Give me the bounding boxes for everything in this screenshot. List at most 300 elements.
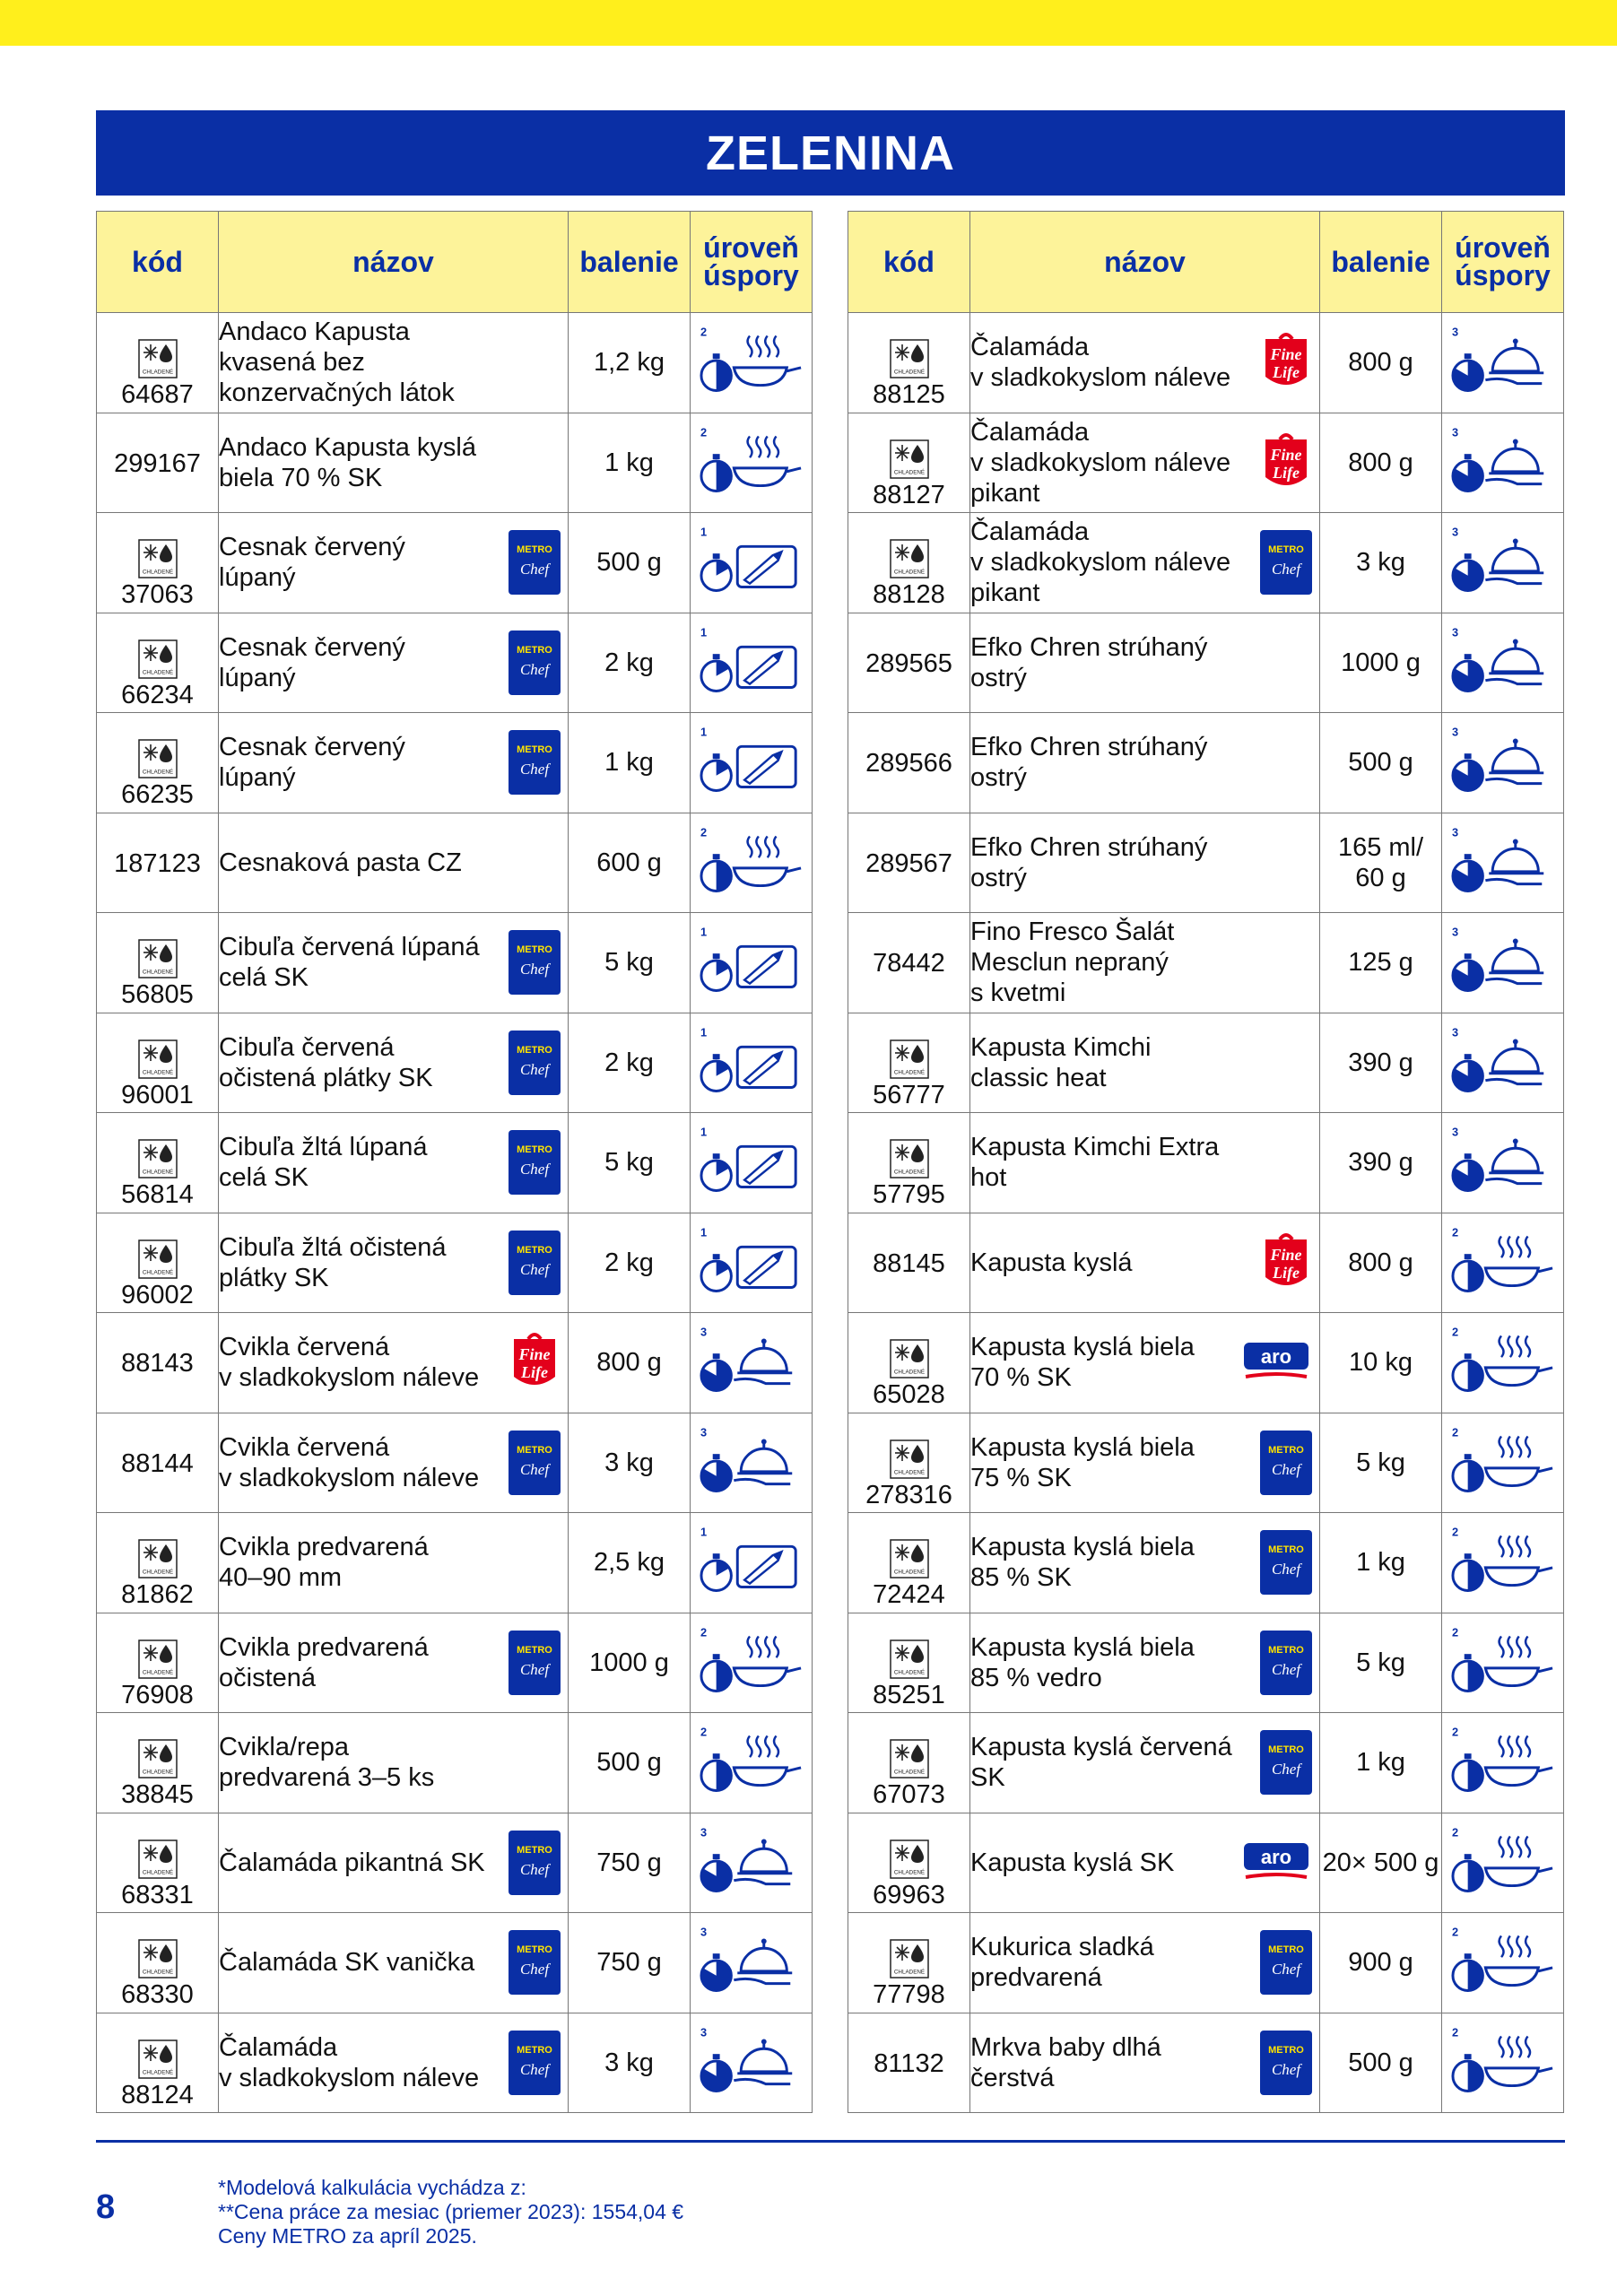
footnote-line: **Cena práce za mesiac (priemer 2023): 1554,04 € xyxy=(218,2200,684,2223)
product-code: 88125 xyxy=(873,380,945,410)
cell-kod xyxy=(848,313,970,413)
product-name-line: Kapusta kyslá biela xyxy=(970,1533,1195,1562)
cell-kod xyxy=(848,1713,970,1813)
svg-text:METRO: METRO xyxy=(1268,1944,1304,1956)
product-name-line: Kapusta kyslá biela xyxy=(970,1432,1195,1462)
cell-uroven xyxy=(1442,1913,1564,2013)
cell-nazov xyxy=(970,1813,1320,1913)
product-code: 289567 xyxy=(865,848,952,878)
package-size: 1 kg xyxy=(604,748,654,778)
savings-level-1-icon xyxy=(699,521,804,604)
svg-text:2: 2 xyxy=(1451,1725,1458,1739)
cell-kod xyxy=(848,613,970,713)
product-name-line: pikant xyxy=(970,578,1040,608)
metro-chef-logo xyxy=(509,1431,561,1495)
cell-nazov xyxy=(219,1513,569,1613)
svg-text:METRO: METRO xyxy=(517,744,552,756)
table-row xyxy=(848,713,1564,813)
svg-text:3: 3 xyxy=(700,1925,707,1939)
product-name-line: Cvikla predvarená xyxy=(219,1632,429,1662)
product-name xyxy=(970,517,1260,608)
metro-chef-logo xyxy=(509,1231,561,1295)
product-name-line: lúpaný xyxy=(219,663,296,692)
chilled-icon xyxy=(138,1739,178,1779)
package-size: 1 kg xyxy=(604,448,654,477)
chilled-icon xyxy=(890,539,929,578)
product-name-line: v sladkokyslom náleve xyxy=(219,1463,480,1492)
cell-kod xyxy=(97,1613,219,1713)
cell-balenie xyxy=(1320,913,1442,1013)
metro-chef-logo xyxy=(509,1831,561,1895)
chilled-icon xyxy=(138,1239,178,1279)
svg-text:CHLADENÉ: CHLADENÉ xyxy=(893,1669,925,1676)
product-code: 38845 xyxy=(121,1780,194,1810)
svg-text:3: 3 xyxy=(700,1425,707,1439)
product-name-line: Cesnak červený xyxy=(219,533,405,562)
cell-nazov xyxy=(970,513,1320,613)
svg-text:CHLADENÉ: CHLADENÉ xyxy=(893,1069,925,1076)
savings-level-2-icon xyxy=(1450,1921,1556,2004)
product-name-line: Cibuľa červená xyxy=(219,1032,395,1062)
svg-text:Chef: Chef xyxy=(519,561,550,578)
cell-kod xyxy=(848,513,970,613)
cell-uroven xyxy=(691,713,813,813)
product-name xyxy=(219,317,568,408)
package-size: 5 kg xyxy=(1356,1448,1405,1477)
cell-nazov xyxy=(970,1213,1320,1313)
svg-text:1: 1 xyxy=(700,1525,707,1539)
svg-text:3: 3 xyxy=(1451,625,1458,639)
table-row xyxy=(97,1913,813,2013)
table-row xyxy=(848,1813,1564,1913)
cell-kod xyxy=(848,913,970,1013)
product-code: 85251 xyxy=(873,1680,945,1709)
cell-balenie xyxy=(1320,1513,1442,1613)
cell-kod xyxy=(97,513,219,613)
metro-chef-logo xyxy=(1260,1930,1312,1995)
table-row xyxy=(97,513,813,613)
product-name xyxy=(219,1848,509,1878)
table-row xyxy=(97,1013,813,1113)
cell-nazov xyxy=(970,813,1320,913)
product-name-line: Kukurica sladká xyxy=(970,1933,1154,1962)
product-code: 289565 xyxy=(865,648,952,678)
cell-nazov xyxy=(219,813,569,913)
chilled-icon xyxy=(138,539,178,578)
product-name-line: Kapusta kyslá biela xyxy=(970,1333,1195,1362)
cell-uroven xyxy=(1442,813,1564,913)
savings-level-2-icon xyxy=(1450,1321,1556,1404)
cell-balenie xyxy=(569,413,691,513)
svg-text:METRO: METRO xyxy=(517,644,552,656)
product-name-line: konzervačných látok xyxy=(219,378,455,408)
cell-kod xyxy=(848,1613,970,1713)
svg-text:Chef: Chef xyxy=(519,1460,550,1478)
cell-kod xyxy=(97,713,219,813)
product-code: 88143 xyxy=(121,1349,194,1378)
svg-text:2: 2 xyxy=(1451,1625,1458,1639)
savings-level-2-icon xyxy=(699,1622,804,1704)
product-name-line: hot xyxy=(970,1163,1007,1193)
cell-balenie xyxy=(569,1213,691,1313)
cell-kod xyxy=(97,813,219,913)
cell-nazov xyxy=(970,1713,1320,1813)
package-size: 60 g xyxy=(1355,863,1406,892)
svg-text:3: 3 xyxy=(1451,725,1458,739)
svg-text:Chef: Chef xyxy=(519,1060,550,1078)
metro-chef-logo xyxy=(1260,1730,1312,1795)
package-size: 1 kg xyxy=(1356,1548,1405,1578)
top-yellow-bar xyxy=(0,0,1617,46)
package-size: 500 g xyxy=(596,548,662,578)
cell-nazov xyxy=(970,313,1320,413)
product-code: 37063 xyxy=(121,580,194,610)
product-name-line: kvasená bez xyxy=(219,348,365,378)
product-code: 78442 xyxy=(873,949,945,978)
svg-text:CHLADENÉ: CHLADENÉ xyxy=(893,569,925,576)
product-name xyxy=(970,1032,1319,1093)
chilled-icon xyxy=(138,339,178,378)
product-code: 81132 xyxy=(874,2048,944,2078)
product-name-line: Andaco Kapusta xyxy=(219,317,410,347)
product-name-line: Mesclun nepraný xyxy=(970,948,1169,978)
header-uroven: úroveň úspory xyxy=(1442,212,1564,313)
cell-nazov xyxy=(219,1313,569,1413)
svg-text:METRO: METRO xyxy=(517,1144,552,1156)
cell-kod xyxy=(848,1113,970,1213)
svg-text:CHLADENÉ: CHLADENÉ xyxy=(893,1869,925,1876)
svg-text:Chef: Chef xyxy=(1271,2060,1301,2078)
cell-uroven xyxy=(691,513,813,613)
cell-uroven xyxy=(691,1713,813,1813)
cell-uroven xyxy=(691,613,813,713)
svg-text:CHLADENÉ: CHLADENÉ xyxy=(142,1969,173,1976)
cell-balenie xyxy=(1320,513,1442,613)
product-name-line: Cibuľa žltá očistená xyxy=(219,1232,447,1262)
cell-kod xyxy=(97,1813,219,1913)
cell-uroven xyxy=(691,913,813,1013)
package-size: 390 g xyxy=(1348,1048,1413,1077)
metro-chef-logo xyxy=(1260,1431,1312,1495)
svg-text:1: 1 xyxy=(700,1225,707,1239)
fine-life-logo xyxy=(1260,330,1312,395)
savings-level-3-icon xyxy=(1450,921,1556,1004)
product-name xyxy=(219,2032,509,2093)
svg-text:CHLADENÉ: CHLADENÉ xyxy=(142,569,173,576)
cell-kod xyxy=(848,1313,970,1413)
package-size: 800 g xyxy=(596,1348,662,1378)
product-name-line: Kapusta kyslá xyxy=(970,1248,1133,1277)
svg-text:Chef: Chef xyxy=(519,660,550,678)
product-name xyxy=(219,532,509,593)
svg-text:aro: aro xyxy=(1260,1845,1292,1868)
cell-nazov xyxy=(219,2013,569,2113)
cell-uroven xyxy=(1442,913,1564,1013)
product-name-line: plátky SK xyxy=(219,1263,329,1292)
cell-balenie xyxy=(1320,613,1442,713)
product-code: 68330 xyxy=(121,1980,194,2010)
product-name xyxy=(219,1332,509,1393)
cell-nazov xyxy=(970,1013,1320,1113)
table-row xyxy=(97,713,813,813)
cell-kod xyxy=(848,1813,970,1913)
table-row xyxy=(848,1013,1564,1113)
table-row xyxy=(97,613,813,713)
cell-balenie xyxy=(1320,1013,1442,1113)
product-name-line: Čalamáda SK vanička xyxy=(219,1948,475,1978)
cell-balenie xyxy=(569,313,691,413)
cell-uroven xyxy=(691,413,813,513)
product-name xyxy=(219,632,509,693)
package-size: 3 kg xyxy=(1356,548,1405,578)
savings-level-2-icon xyxy=(699,321,804,404)
svg-text:METRO: METRO xyxy=(517,1644,552,1656)
footnote-line: *Modelová kalkulácia vychádza z: xyxy=(218,2176,526,2199)
package-size: 5 kg xyxy=(604,1148,654,1178)
product-name-line: v sladkokyslom náleve xyxy=(970,548,1231,578)
package-size: 1000 g xyxy=(1341,648,1421,677)
product-code: 76908 xyxy=(121,1680,194,1709)
cell-nazov xyxy=(970,1913,1320,2013)
svg-text:3: 3 xyxy=(700,1325,707,1339)
svg-text:3: 3 xyxy=(1451,425,1458,439)
page-title: ZELENINA xyxy=(96,110,1565,196)
metro-chef-logo xyxy=(509,1930,561,1995)
chilled-icon xyxy=(138,1539,178,1578)
svg-text:CHLADENÉ: CHLADENÉ xyxy=(893,469,925,476)
svg-text:3: 3 xyxy=(1451,325,1458,339)
package-size: 800 g xyxy=(1348,1248,1413,1277)
svg-text:METRO: METRO xyxy=(1268,1544,1304,1556)
svg-text:Life: Life xyxy=(1273,363,1300,382)
fine-life-logo xyxy=(509,1330,561,1395)
table-row xyxy=(97,1113,813,1213)
product-name-line: ostrý xyxy=(970,763,1027,793)
product-name xyxy=(219,1432,509,1493)
savings-level-2-icon xyxy=(699,422,804,504)
svg-text:2: 2 xyxy=(700,425,707,439)
svg-text:2: 2 xyxy=(1451,2025,1458,2039)
product-name-line: Cesnaková pasta CZ xyxy=(219,848,462,877)
header-uroven: úroveň úspory xyxy=(691,212,813,313)
product-code: 88128 xyxy=(873,580,945,610)
cell-kod xyxy=(97,1013,219,1113)
savings-level-3-icon xyxy=(699,1422,804,1504)
product-name-line: očistená plátky SK xyxy=(219,1063,433,1092)
svg-text:CHLADENÉ: CHLADENÉ xyxy=(893,1469,925,1476)
savings-level-3-icon xyxy=(699,2022,804,2104)
cell-uroven xyxy=(691,1913,813,2013)
chilled-icon xyxy=(138,1639,178,1679)
svg-text:Chef: Chef xyxy=(1271,1460,1301,1478)
svg-text:Chef: Chef xyxy=(1271,1761,1301,1779)
product-name xyxy=(219,1232,509,1293)
product-name-line: Kapusta kyslá SK xyxy=(970,1848,1175,1877)
footnote-line: Ceny METRO za apríl 2025. xyxy=(218,2224,477,2248)
svg-text:1: 1 xyxy=(700,725,707,739)
svg-text:2: 2 xyxy=(1451,1325,1458,1339)
product-name xyxy=(219,1032,509,1093)
product-name-line: čerstvá xyxy=(970,2063,1055,2092)
cell-nazov xyxy=(219,1613,569,1713)
package-size: 1 kg xyxy=(1356,1748,1405,1778)
cell-uroven xyxy=(691,1513,813,1613)
cell-nazov xyxy=(219,713,569,813)
header-balenie: balenie xyxy=(569,212,691,313)
cell-balenie xyxy=(1320,813,1442,913)
chilled-icon xyxy=(138,1839,178,1879)
svg-text:Chef: Chef xyxy=(1271,561,1301,578)
package-size: 3 kg xyxy=(604,1448,654,1477)
product-name-line: Kapusta Kimchi xyxy=(970,1032,1152,1062)
svg-text:2: 2 xyxy=(1451,1525,1458,1539)
metro-chef-logo xyxy=(509,930,561,995)
cell-uroven xyxy=(1442,613,1564,713)
header-nazov: názov xyxy=(219,212,569,313)
savings-level-3-icon xyxy=(699,1321,804,1404)
product-code: 88124 xyxy=(121,2080,194,2109)
cell-kod xyxy=(848,1213,970,1313)
svg-text:2: 2 xyxy=(1451,1225,1458,1239)
cell-nazov xyxy=(219,913,569,1013)
product-code: 56777 xyxy=(873,1080,945,1109)
product-code: 77798 xyxy=(873,1980,945,2010)
svg-text:CHLADENÉ: CHLADENÉ xyxy=(142,1169,173,1176)
chilled-icon xyxy=(138,2039,178,2079)
cell-balenie xyxy=(569,1813,691,1913)
package-size: 500 g xyxy=(596,1748,662,1778)
product-code: 187123 xyxy=(114,848,201,878)
cell-kod xyxy=(97,613,219,713)
cell-kod xyxy=(848,1913,970,2013)
cell-uroven xyxy=(1442,1713,1564,1813)
table-row xyxy=(848,1113,1564,1213)
product-code: 88144 xyxy=(121,1448,194,1478)
cell-uroven xyxy=(691,2013,813,2113)
cell-kod xyxy=(848,1013,970,1113)
product-name xyxy=(219,1947,509,1978)
product-name xyxy=(970,1848,1240,1878)
cell-balenie xyxy=(1320,1913,1442,2013)
product-name-line: očistená xyxy=(219,1663,317,1692)
cell-nazov xyxy=(970,1513,1320,1613)
table-header-row xyxy=(848,212,1564,313)
product-name xyxy=(970,1732,1260,1793)
metro-chef-logo xyxy=(509,2031,561,2095)
svg-text:1: 1 xyxy=(700,1025,707,1039)
product-code: 66234 xyxy=(121,680,194,709)
chilled-icon xyxy=(890,1939,929,1979)
metro-chef-logo xyxy=(1260,1530,1312,1595)
table-row xyxy=(848,513,1564,613)
cell-balenie xyxy=(1320,1313,1442,1413)
package-size: 900 g xyxy=(1348,1948,1413,1978)
svg-text:METRO: METRO xyxy=(517,944,552,956)
cell-kod xyxy=(97,1413,219,1513)
product-name-line: 70 % SK xyxy=(970,1363,1072,1393)
cell-uroven xyxy=(691,1313,813,1413)
cell-nazov xyxy=(970,2013,1320,2113)
cell-uroven xyxy=(691,813,813,913)
cell-kod xyxy=(97,1713,219,1813)
cell-balenie xyxy=(569,613,691,713)
package-size: 800 g xyxy=(1348,348,1413,378)
package-size: 5 kg xyxy=(1356,1648,1405,1677)
product-name xyxy=(219,432,568,493)
product-name-line: Čalamáda xyxy=(970,333,1090,362)
cell-balenie xyxy=(569,1413,691,1513)
table-row xyxy=(848,1613,1564,1713)
metro-chef-logo xyxy=(1260,530,1312,595)
savings-level-2-icon xyxy=(1450,1721,1556,1804)
cell-uroven xyxy=(1442,1513,1564,1613)
savings-level-3-icon xyxy=(699,1921,804,2004)
metro-chef-logo xyxy=(509,631,561,695)
svg-text:METRO: METRO xyxy=(517,1044,552,1056)
product-name-line: Efko Chren strúhaný xyxy=(970,632,1208,662)
svg-text:CHLADENÉ: CHLADENÉ xyxy=(142,1869,173,1876)
table-row xyxy=(848,1713,1564,1813)
cell-kod xyxy=(97,913,219,1013)
metro-chef-logo xyxy=(509,530,561,595)
header-nazov: názov xyxy=(970,212,1320,313)
svg-text:METRO: METRO xyxy=(517,1444,552,1456)
product-name-line: Cvikla/repa xyxy=(219,1733,350,1762)
cell-nazov xyxy=(970,613,1320,713)
svg-text:2: 2 xyxy=(700,1725,707,1739)
product-name xyxy=(219,848,568,878)
svg-text:3: 3 xyxy=(1451,925,1458,939)
chilled-icon xyxy=(890,1039,929,1079)
cell-balenie xyxy=(569,1913,691,2013)
product-name-line: v sladkokyslom náleve xyxy=(219,1363,480,1393)
product-code: 72424 xyxy=(873,1580,945,1610)
table-row xyxy=(97,1613,813,1713)
product-name xyxy=(219,732,509,793)
cell-uroven xyxy=(691,1413,813,1513)
product-code: 96002 xyxy=(121,1280,194,1309)
product-code: 67073 xyxy=(873,1780,945,1810)
svg-text:CHLADENÉ: CHLADENÉ xyxy=(142,969,173,976)
svg-text:CHLADENÉ: CHLADENÉ xyxy=(142,1569,173,1576)
cell-balenie xyxy=(569,913,691,1013)
product-code: 69963 xyxy=(873,1880,945,1909)
svg-text:2: 2 xyxy=(1451,1925,1458,1939)
table-row xyxy=(848,1313,1564,1413)
product-table-right xyxy=(848,211,1564,2113)
svg-text:Chef: Chef xyxy=(519,1260,550,1278)
product-name xyxy=(970,632,1319,693)
svg-text:3: 3 xyxy=(1451,1125,1458,1139)
savings-level-2-icon xyxy=(699,1721,804,1804)
product-name-line: lúpaný xyxy=(219,763,296,793)
cell-uroven xyxy=(1442,713,1564,813)
product-code: 64687 xyxy=(121,380,194,410)
cell-uroven xyxy=(691,1613,813,1713)
package-size: 5 kg xyxy=(604,948,654,978)
svg-text:CHLADENÉ: CHLADENÉ xyxy=(142,669,173,676)
cell-kod xyxy=(848,2013,970,2113)
svg-text:CHLADENÉ: CHLADENÉ xyxy=(142,1669,173,1676)
svg-text:CHLADENÉ: CHLADENÉ xyxy=(893,1769,925,1776)
product-name-line: Andaco Kapusta kyslá xyxy=(219,432,476,462)
chilled-icon xyxy=(890,1539,929,1578)
table-row xyxy=(97,913,813,1013)
savings-level-2-icon xyxy=(699,822,804,904)
svg-text:Chef: Chef xyxy=(1271,1660,1301,1678)
svg-text:Life: Life xyxy=(1273,1263,1300,1282)
cell-balenie xyxy=(1320,1213,1442,1313)
